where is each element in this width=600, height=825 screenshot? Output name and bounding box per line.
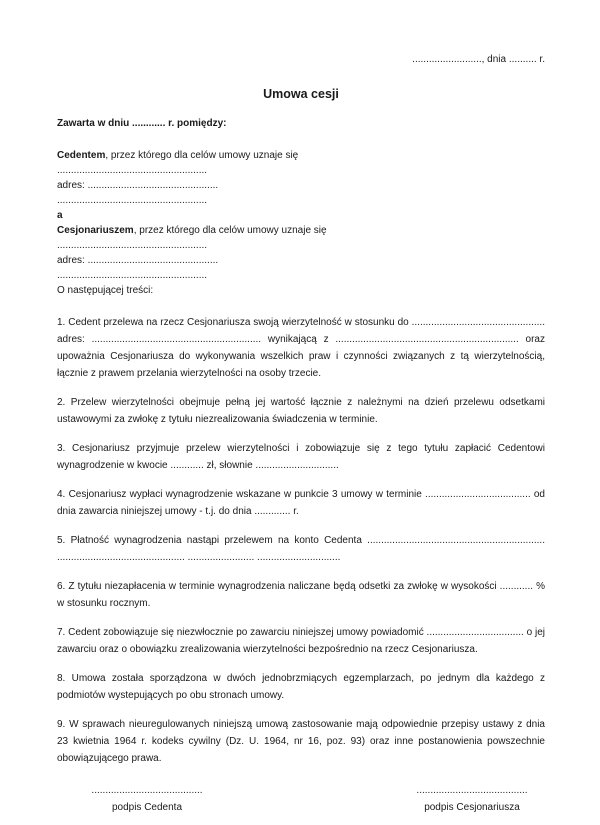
assignee-address-blank-2: ...................................................... <box>57 270 208 281</box>
assignee-signature-label: podpis Cesjonariusza <box>424 802 520 813</box>
cedent-signature-label: podpis Cedenta <box>111 802 183 813</box>
clause-9: 9. W sprawach nieuregulowanych niniejszą umową zastosowanie mają odpowiednie przepisy ustawy z dnia 23 kwietnia 1964 r. kodeks cywilny (Dz. U. 1964, nr 16, poz. 93) oraz inne postanowienia powszechnie obowiązującego prawa. <box>57 719 545 764</box>
assignee-label: Cesjonariuszem <box>57 225 134 236</box>
cedent-address-blank: adres: ............................................... <box>57 180 219 191</box>
clause-1: 1. Cedent przelewa na rzecz Cesjonariusza swoją wierzytelność w stosunku do ................................................ adres: ............................................................. wynikającą z .................................................................. oraz upoważnia Cesjonariusza do wykonywania wszelkich praw i czynności związanych z tą wierzytelnością, łącznie z prawem przelania wierzytelności na osoby trzecie. <box>57 317 545 379</box>
cedent-name-blank: ...................................................... <box>57 165 208 176</box>
assignee-address-blank: adres: ............................................... <box>57 255 219 266</box>
clause-4: 4. Cesjonariusz wypłaci wynagrodzenie wskazane w punkcie 3 umowy w terminie ...................................... od dnia zawarcia niniejszej umowy - t.j. do dnia ............. r. <box>57 489 545 517</box>
signatures-section <box>57 783 545 815</box>
assignee-signature-line: ........................................ <box>416 785 528 796</box>
assignee-intro-line <box>57 223 545 238</box>
intro-closing-line: O następującej treści: <box>57 285 154 296</box>
opening-line: Zawarta w dniu ............ r. pomiędzy: <box>57 118 227 129</box>
clause-2: 2. Przelew wierzytelności obejmuje pełną jej wartość łącznie z należnymi na dzień przelewu odsetkami ustawowymi za zwłokę z tytułu niezrealizowania świadczenia w terminie. <box>57 397 545 425</box>
cedent-signature-line: ........................................ <box>91 785 203 796</box>
clause-7: 7. Cedent zobowiązuje się niezwłocznie po zawarciu niniejszej umowy powiadomić ................................... o jej zawarciu oraz o obowiązku zrealizowania wierzytelności bezpośrednio na rzecz Cesjonariusza. <box>57 627 545 655</box>
assignee-name-blank: ...................................................... <box>57 240 208 251</box>
cedent-intro-line <box>57 148 545 163</box>
assignee-signature-block <box>387 783 557 815</box>
parties-connector: a <box>57 210 63 221</box>
clause-3: 3. Cesjonariusz przyjmuje przelew wierzytelności i zobowiązuje się z tego tytułu zapłacić Cedentowi wynagrodzenie w kwocie ............ zł, słownie .............................. <box>57 443 545 471</box>
cedent-signature-block <box>62 783 232 815</box>
cedent-label: Cedentem <box>57 150 106 161</box>
cedent-address-blank-2: ...................................................... <box>57 195 208 206</box>
date-place-line: ........................., dnia .......... r. <box>412 54 545 65</box>
clauses-section <box>57 314 545 767</box>
clause-8: 8. Umowa została sporządzona w dwóch jednobrzmiących egzemplarzach, po jednym dla każdego z podmiotów wystepujących po obu stronach umowy. <box>57 673 545 701</box>
parties-section <box>57 148 545 298</box>
clause-5: 5. Płatność wynagrodzenia nastąpi przelewem na konto Cedenta ................................................................ .............................................. ........................ .............................. <box>57 535 545 563</box>
clause-6: 6. Z tytułu niezapłacenia w terminie wynagrodzenia naliczane będą odsetki za zwłokę w wysokości ............ % w stosunku rocznym. <box>57 581 545 609</box>
assignee-intro-rest: , przez którego dla celów umowy uznaje się <box>133 225 327 236</box>
cedent-intro-rest: , przez którego dla celów umowy uznaje się <box>105 150 299 161</box>
document-title: Umowa cesji <box>263 87 339 101</box>
